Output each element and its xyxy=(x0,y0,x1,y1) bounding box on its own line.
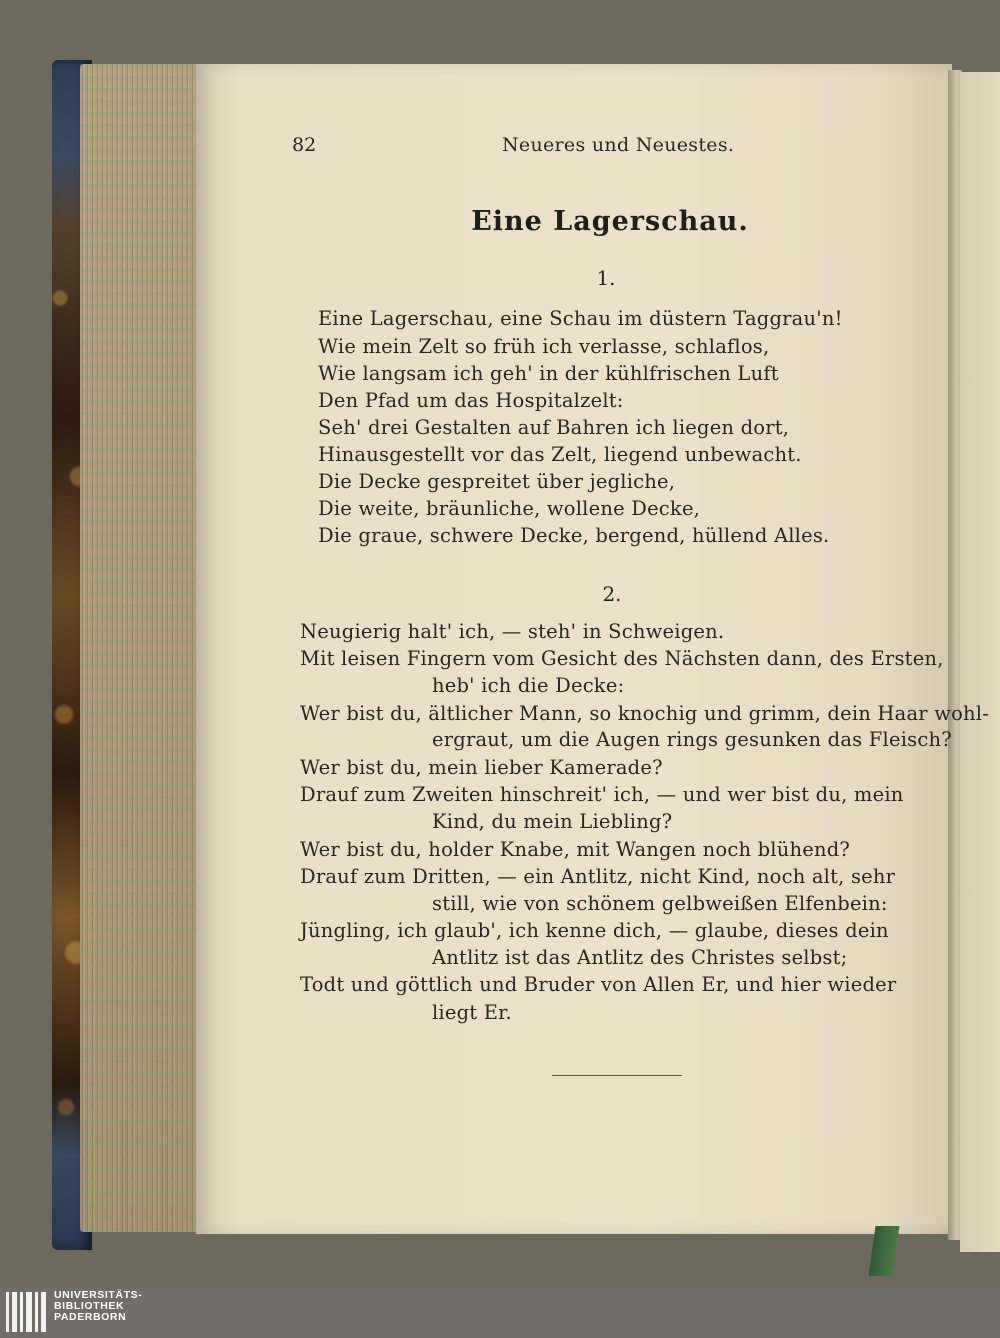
poem-line: Wie langsam ich geh' in der kühlfrischen Luft xyxy=(318,362,779,385)
running-head-title: Neueres und Neuestes. xyxy=(502,134,735,156)
poem-line: Die Decke gespreitet über jegliche, xyxy=(318,470,676,493)
poem-line: Seh' drei Gestalten auf Bahren ich liegen dort, xyxy=(318,416,790,439)
poem-line-continuation: Kind, du mein Liebling? xyxy=(432,810,673,833)
poem-line-continuation: still, wie von schönem gelbweißen Elfenbein: xyxy=(432,892,888,915)
poem-line: Wer bist du, holder Knabe, mit Wangen noch blühend? xyxy=(300,838,851,861)
section-number-1: 1. xyxy=(596,266,616,290)
library-logo-icon xyxy=(4,1290,50,1336)
poem-line: Wer bist du, ältlicher Mann, so knochig und grimm, dein Haar wohl- xyxy=(300,702,990,725)
poem-line: Drauf zum Dritten, — ein Antlitz, nicht Kind, noch alt, sehr xyxy=(300,865,896,888)
end-rule xyxy=(552,1075,682,1076)
poem-line: Hinausgestellt vor das Zelt, liegend unbewacht. xyxy=(318,443,802,466)
poem-line: Die graue, schwere Decke, bergend, hüllend Alles. xyxy=(318,524,830,547)
facing-page-edge xyxy=(960,72,1000,1252)
poem-line: Wer bist du, mein lieber Kamerade? xyxy=(300,756,663,779)
poem-line: Die weite, bräunliche, wollene Decke, xyxy=(318,497,701,520)
library-logo-text xyxy=(54,1290,142,1323)
page-number: 82 xyxy=(292,134,317,156)
poem-line: Jüngling, ich glaub', ich kenne dich, — glaube, dieses dein xyxy=(300,919,889,942)
page-edges xyxy=(80,64,200,1232)
logo-line: UNIVERSITÄTS- xyxy=(54,1289,143,1301)
poem-line-continuation: heb' ich die Decke: xyxy=(432,674,625,697)
poem-line: Eine Lagerschau, eine Schau im düstern Taggrau'n! xyxy=(318,307,843,330)
running-head xyxy=(292,134,912,158)
poem-line: Wie mein Zelt so früh ich verlasse, schlaflos, xyxy=(318,335,770,358)
poem-line: Drauf zum Zweiten hinschreit' ich, — und wer bist du, mein xyxy=(300,783,904,806)
poem-line-continuation: Antlitz ist das Antlitz des Christes selbst; xyxy=(432,946,848,969)
logo-line: BIBLIOTHEK xyxy=(54,1300,125,1312)
poem-line: Todt und göttlich und Bruder von Allen Er, und hier wieder xyxy=(300,973,897,996)
poem-line: Neugierig halt' ich, — steh' in Schweigen. xyxy=(300,620,725,643)
poem-line: Mit leisen Fingern vom Gesicht des Nächsten dann, des Ersten, xyxy=(300,647,944,670)
section-number-2: 2. xyxy=(602,582,622,606)
poem-line-continuation: liegt Er. xyxy=(432,1001,512,1024)
logo-line: PADERBORN xyxy=(54,1311,127,1323)
library-footer-bar xyxy=(0,1288,1000,1338)
poem-title: Eine Lagerschau. xyxy=(471,206,749,237)
poem-line-continuation: ergraut, um die Augen rings gesunken das Fleisch? xyxy=(432,728,952,751)
poem-line: Den Pfad um das Hospitalzelt: xyxy=(318,389,624,412)
